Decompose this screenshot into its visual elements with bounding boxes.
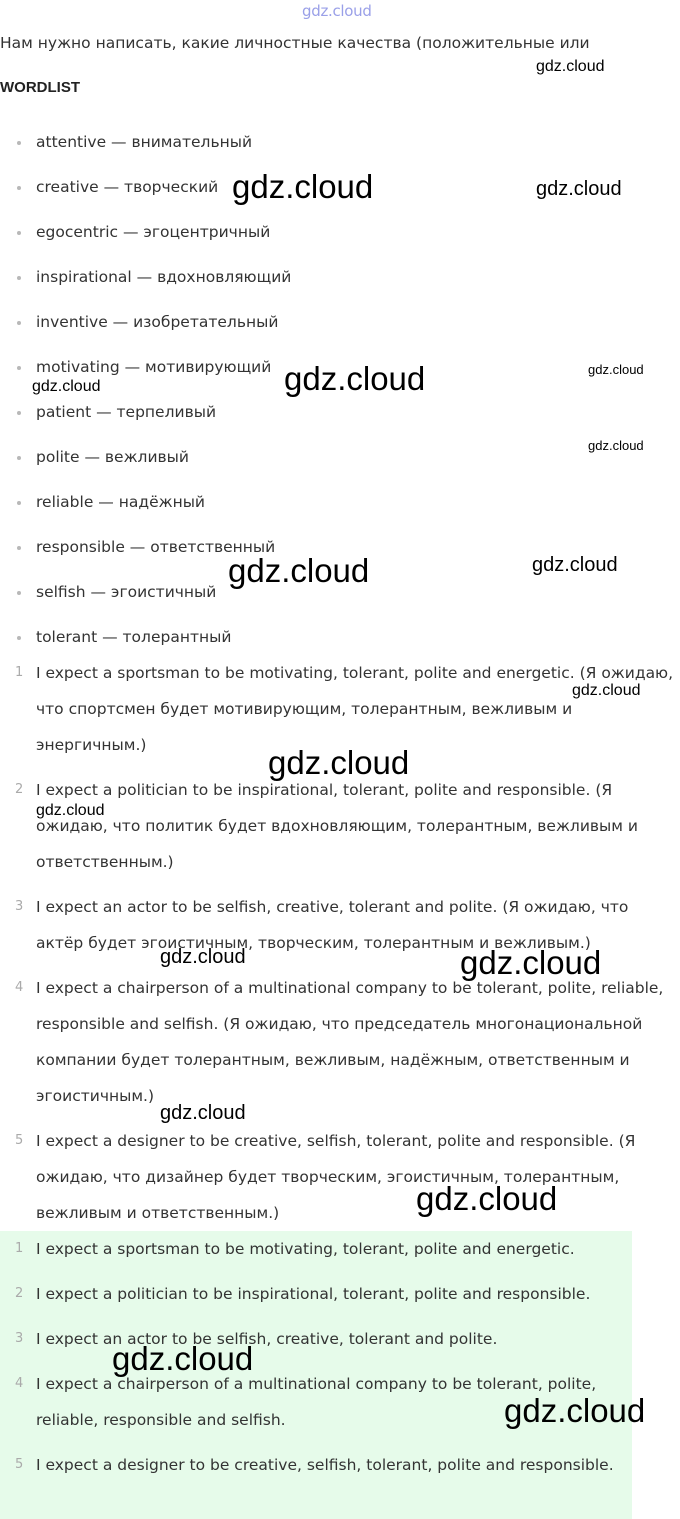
wordlist-item <box>0 304 291 349</box>
wordlist-item-text: inspirational — вдохновляющий <box>36 268 292 286</box>
bullet-icon <box>17 591 21 595</box>
watermark: gdz.cloud <box>588 438 644 453</box>
watermark: gdz.cloud <box>536 58 605 75</box>
answer-text: I expect a sportsman to be motivating, tolerant, polite and energetic. <box>36 1240 575 1258</box>
intro-text: Нам нужно написать, какие личностные качества (положительные или <box>0 34 590 52</box>
watermark: gdz.cloud <box>504 1392 646 1429</box>
answer-text: I expect a designer to be creative, selfish, tolerant, polite and responsible. <box>36 1456 614 1474</box>
answer-item <box>0 1231 632 1267</box>
wordlist-item-text: tolerant — толерантный <box>36 628 232 646</box>
translation-text: I expect an actor to be selfish, creative, tolerant and polite. (Я ожидаю, что актёр будет эгоистичным, творческим, толерантным и вежливым.) <box>36 898 629 952</box>
item-number: 4 <box>15 1376 24 1391</box>
wordlist-item-text: creative — творческий <box>36 178 219 196</box>
item-number: 1 <box>15 1241 24 1256</box>
wordlist-item-text: motivating — мотивирующий <box>36 358 272 376</box>
watermark: gdz.cloud <box>160 946 246 968</box>
item-number: 3 <box>15 1331 24 1346</box>
bullet-icon <box>17 501 21 505</box>
answer-text: I expect an actor to be selfish, creative, tolerant and polite. <box>36 1330 498 1348</box>
item-number: 3 <box>15 899 24 914</box>
item-number: 2 <box>15 1286 24 1301</box>
watermark: gdz.cloud <box>588 362 644 377</box>
wordlist-item <box>0 124 291 169</box>
bullet-icon <box>17 321 21 325</box>
top-watermark: gdz.cloud <box>302 2 372 20</box>
wordlist-item-text: egocentric — эгоцентричный <box>36 223 271 241</box>
watermark: gdz.cloud <box>232 168 374 205</box>
bullet-icon <box>17 546 21 550</box>
watermark: gdz.cloud <box>416 1180 558 1217</box>
translation-item <box>0 970 680 1114</box>
translation-text: I expect a sportsman to be motivating, tolerant, polite and energetic. (Я ожидаю, что спортсмен будет мотивирующим, толерантным, вежливым и энергичным.) <box>36 664 674 754</box>
answer-item <box>0 1447 632 1483</box>
translation-item <box>0 1123 680 1231</box>
bullet-icon <box>17 456 21 460</box>
watermark: gdz.cloud <box>572 682 641 699</box>
wordlist-item <box>0 259 291 304</box>
wordlist-item-text: patient — терпеливый <box>36 403 217 421</box>
bullet-icon <box>17 231 21 235</box>
watermark: gdz.cloud <box>36 802 105 819</box>
translation-item <box>0 772 680 880</box>
bullet-icon <box>17 276 21 280</box>
item-number: 2 <box>15 782 24 797</box>
watermark: gdz.cloud <box>536 178 622 200</box>
translation-text: I expect a chairperson of a multinational company to be tolerant, polite, reliable, responsible and selfish. (Я ожидаю, что председатель многонациональной компании будет толерантным, вежливым, надёжным, ответственным и эгоистичным.) <box>36 979 664 1105</box>
translation-text: I expect a politician to be inspirational, tolerant, polite and responsible. (Я ожидаю, что политик будет вдохновляющим, толерантным, вежливым и ответственным.) <box>36 781 638 871</box>
wordlist-item-text: polite — вежливый <box>36 448 189 466</box>
watermark: gdz.cloud <box>228 552 370 589</box>
watermark: gdz.cloud <box>268 744 410 781</box>
wordlist-item <box>0 394 291 439</box>
wordlist-item-text: selfish — эгоистичный <box>36 583 217 601</box>
wordlist-item <box>0 484 291 529</box>
wordlist-item-text: reliable — надёжный <box>36 493 206 511</box>
bullet-icon <box>17 366 21 370</box>
wordlist-item-text: inventive — изобретательный <box>36 313 279 331</box>
bullet-icon <box>17 186 21 190</box>
answer-text: I expect a chairperson of a multinational company to be tolerant, polite, reliable, responsible and selfish. <box>36 1375 597 1429</box>
wordlist-item-text: responsible — ответственный <box>36 538 276 556</box>
bullet-icon <box>17 411 21 415</box>
item-number: 4 <box>15 980 24 995</box>
answer-item <box>0 1321 632 1357</box>
wordlist-heading: WORDLIST <box>0 79 80 96</box>
answer-item <box>0 1276 632 1312</box>
bullet-icon <box>17 141 21 145</box>
item-number: 1 <box>15 665 24 680</box>
wordlist-item-text: attentive — внимательный <box>36 133 253 151</box>
wordlist-item <box>0 214 291 259</box>
watermark: gdz.cloud <box>460 944 602 981</box>
answer-text: I expect a politician to be inspirational, tolerant, polite and responsible. <box>36 1285 591 1303</box>
watermark: gdz.cloud <box>532 554 618 576</box>
item-number: 5 <box>15 1133 24 1148</box>
watermark: gdz.cloud <box>32 378 101 395</box>
watermark: gdz.cloud <box>284 360 426 397</box>
bullet-icon <box>17 636 21 640</box>
watermark: gdz.cloud <box>160 1102 246 1124</box>
item-number: 5 <box>15 1457 24 1472</box>
watermark: gdz.cloud <box>112 1340 254 1377</box>
translation-text: I expect a designer to be creative, selfish, tolerant, polite and responsible. (Я ожидаю, что дизайнер будет творческим, эгоистичным, толерантным, вежливым и ответственным.) <box>36 1132 636 1222</box>
wordlist-item <box>0 439 291 484</box>
